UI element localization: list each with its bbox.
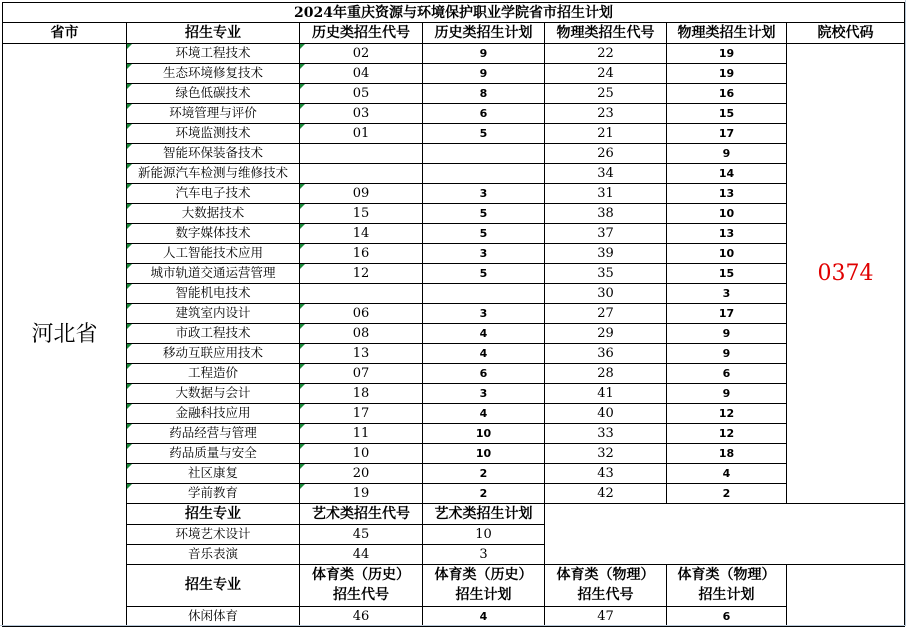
sports-major-cell: 休闲体育 xyxy=(127,606,300,626)
phys-code-cell: 40 xyxy=(545,404,667,424)
hist-code-cell: 16 xyxy=(300,244,423,264)
table-row xyxy=(3,204,905,224)
phys-plan-cell: 15 xyxy=(667,264,787,284)
hist-plan-cell: 4 xyxy=(423,324,545,344)
table-row xyxy=(3,164,905,184)
hist-plan-cell: 6 xyxy=(423,364,545,384)
table-row xyxy=(3,44,905,64)
phys-code-cell: 23 xyxy=(545,104,667,124)
hist-code-cell: 04 xyxy=(300,64,423,84)
table-title: 2024年重庆资源与环境保护职业学院省市招生计划 xyxy=(3,3,905,23)
phys-plan-cell: 3 xyxy=(667,284,787,304)
hist-plan-cell: 6 xyxy=(423,104,545,124)
major-cell: 生态环境修复技术 xyxy=(127,64,300,84)
hist-plan-cell: 8 xyxy=(423,84,545,104)
phys-plan-cell: 10 xyxy=(667,244,787,264)
phys-code-cell: 28 xyxy=(545,364,667,384)
header-phys-plan: 物理类招生计划 xyxy=(667,23,787,44)
sports-hist-plan-cell: 4 xyxy=(423,606,545,626)
hist-code-cell: 12 xyxy=(300,264,423,284)
hist-code-cell: 15 xyxy=(300,204,423,224)
table-row xyxy=(3,64,905,84)
phys-plan-cell: 9 xyxy=(667,324,787,344)
phys-code-cell: 25 xyxy=(545,84,667,104)
hist-plan-cell: 9 xyxy=(423,44,545,64)
major-cell: 智能机电技术 xyxy=(127,284,300,304)
phys-code-cell: 26 xyxy=(545,144,667,164)
phys-plan-cell: 12 xyxy=(667,424,787,444)
major-cell: 汽车电子技术 xyxy=(127,184,300,204)
spreadsheet xyxy=(2,2,904,624)
hist-plan-cell xyxy=(423,284,545,304)
header-hist-code: 历史类招生代号 xyxy=(300,23,423,44)
hist-code-cell: 05 xyxy=(300,84,423,104)
major-cell: 药品经营与管理 xyxy=(127,424,300,444)
table-row xyxy=(3,404,905,424)
hist-code-cell: 20 xyxy=(300,464,423,484)
art-plan-cell: 3 xyxy=(423,545,545,565)
major-cell: 智能环保装备技术 xyxy=(127,144,300,164)
sports-header-major: 招生专业 xyxy=(127,565,300,607)
major-cell: 金融科技应用 xyxy=(127,404,300,424)
hist-code-cell: 03 xyxy=(300,104,423,124)
art-major-cell: 环境艺术设计 xyxy=(127,525,300,545)
table-row xyxy=(3,84,905,104)
art-major-cell: 音乐表演 xyxy=(127,545,300,565)
major-cell: 市政工程技术 xyxy=(127,324,300,344)
phys-plan-cell: 13 xyxy=(667,224,787,244)
phys-code-cell: 38 xyxy=(545,204,667,224)
table-row xyxy=(3,464,905,484)
art-header-row xyxy=(3,504,905,525)
phys-plan-cell: 12 xyxy=(667,404,787,424)
sports-header-hist-code: 体育类（历史） 招生代号 xyxy=(300,565,423,607)
header-major: 招生专业 xyxy=(127,23,300,44)
header-row xyxy=(3,23,905,44)
major-cell: 新能源汽车检测与维修技术 xyxy=(127,164,300,184)
table-row xyxy=(3,344,905,364)
phys-code-cell: 42 xyxy=(545,484,667,504)
province-cell: 河北省 xyxy=(3,44,127,627)
art-header-plan: 艺术类招生计划 xyxy=(423,504,545,525)
phys-plan-cell: 2 xyxy=(667,484,787,504)
hist-plan-cell: 3 xyxy=(423,384,545,404)
phys-code-cell: 35 xyxy=(545,264,667,284)
major-cell: 人工智能技术应用 xyxy=(127,244,300,264)
phys-code-cell: 27 xyxy=(545,304,667,324)
sports-blank xyxy=(787,565,905,627)
phys-plan-cell: 10 xyxy=(667,204,787,224)
hist-code-cell: 14 xyxy=(300,224,423,244)
hist-plan-cell: 4 xyxy=(423,344,545,364)
major-cell: 大数据与会计 xyxy=(127,384,300,404)
table-row xyxy=(3,244,905,264)
table-row xyxy=(3,284,905,304)
phys-plan-cell: 17 xyxy=(667,124,787,144)
table-row xyxy=(3,444,905,464)
hist-plan-cell: 3 xyxy=(423,184,545,204)
phys-code-cell: 24 xyxy=(545,64,667,84)
phys-plan-cell: 4 xyxy=(667,464,787,484)
art-code-cell: 45 xyxy=(300,525,423,545)
hist-code-cell: 07 xyxy=(300,364,423,384)
sports-header-phys-code: 体育类（物理） 招生代号 xyxy=(545,565,667,607)
phys-plan-cell: 17 xyxy=(667,304,787,324)
major-cell: 移动互联应用技术 xyxy=(127,344,300,364)
hist-code-cell: 08 xyxy=(300,324,423,344)
phys-plan-cell: 6 xyxy=(667,364,787,384)
hist-code-cell: 09 xyxy=(300,184,423,204)
hist-code-cell: 17 xyxy=(300,404,423,424)
hist-code-cell: 11 xyxy=(300,424,423,444)
phys-code-cell: 29 xyxy=(545,324,667,344)
major-cell: 环境工程技术 xyxy=(127,44,300,64)
sports-header-phys-plan: 体育类（物理） 招生计划 xyxy=(667,565,787,607)
major-cell: 数字媒体技术 xyxy=(127,224,300,244)
phys-plan-cell: 16 xyxy=(667,84,787,104)
hist-plan-cell: 9 xyxy=(423,64,545,84)
phys-code-cell: 34 xyxy=(545,164,667,184)
phys-code-cell: 36 xyxy=(545,344,667,364)
phys-plan-cell: 19 xyxy=(667,44,787,64)
major-cell: 药品质量与安全 xyxy=(127,444,300,464)
hist-code-cell: 06 xyxy=(300,304,423,324)
sports-header-hist-plan: 体育类（历史） 招生计划 xyxy=(423,565,545,607)
hist-plan-cell: 10 xyxy=(423,424,545,444)
hist-plan-cell xyxy=(423,164,545,184)
major-cell: 学前教育 xyxy=(127,484,300,504)
major-cell: 建筑室内设计 xyxy=(127,304,300,324)
table-row xyxy=(3,104,905,124)
sports-hist-code-cell: 46 xyxy=(300,606,423,626)
hist-code-cell xyxy=(300,284,423,304)
header-province: 省市 xyxy=(3,23,127,44)
phys-plan-cell: 13 xyxy=(667,184,787,204)
hist-code-cell: 01 xyxy=(300,124,423,144)
table-row xyxy=(3,124,905,144)
table-row xyxy=(3,364,905,384)
phys-code-cell: 41 xyxy=(545,384,667,404)
phys-code-cell: 43 xyxy=(545,464,667,484)
hist-plan-cell: 5 xyxy=(423,124,545,144)
admission-plan-table xyxy=(2,2,905,627)
header-phys-code: 物理类招生代号 xyxy=(545,23,667,44)
phys-plan-cell: 14 xyxy=(667,164,787,184)
header-hist-plan: 历史类招生计划 xyxy=(423,23,545,44)
header-school-code: 院校代码 xyxy=(787,23,905,44)
phys-plan-cell: 9 xyxy=(667,344,787,364)
sports-row xyxy=(3,606,905,626)
table-row xyxy=(3,424,905,444)
phys-plan-cell: 18 xyxy=(667,444,787,464)
phys-plan-cell: 15 xyxy=(667,104,787,124)
hist-plan-cell: 4 xyxy=(423,404,545,424)
phys-code-cell: 39 xyxy=(545,244,667,264)
sports-phys-code-cell: 47 xyxy=(545,606,667,626)
blank-area xyxy=(545,504,905,565)
table-row xyxy=(3,184,905,204)
hist-plan-cell: 5 xyxy=(423,264,545,284)
hist-code-cell: 18 xyxy=(300,384,423,404)
major-cell: 绿色低碳技术 xyxy=(127,84,300,104)
table-row xyxy=(3,144,905,164)
table-row xyxy=(3,224,905,244)
phys-code-cell: 37 xyxy=(545,224,667,244)
art-code-cell: 44 xyxy=(300,545,423,565)
hist-code-cell: 13 xyxy=(300,344,423,364)
phys-code-cell: 31 xyxy=(545,184,667,204)
hist-plan-cell: 5 xyxy=(423,224,545,244)
hist-code-cell: 10 xyxy=(300,444,423,464)
hist-code-cell: 02 xyxy=(300,44,423,64)
hist-code-cell: 19 xyxy=(300,484,423,504)
hist-plan-cell: 3 xyxy=(423,244,545,264)
major-cell: 大数据技术 xyxy=(127,204,300,224)
phys-code-cell: 21 xyxy=(545,124,667,144)
table-row xyxy=(3,324,905,344)
hist-code-cell xyxy=(300,144,423,164)
hist-plan-cell: 10 xyxy=(423,444,545,464)
hist-plan-cell: 3 xyxy=(423,304,545,324)
major-cell: 工程造价 xyxy=(127,364,300,384)
school-code-cell: 0374 xyxy=(787,44,905,504)
phys-code-cell: 22 xyxy=(545,44,667,64)
table-row xyxy=(3,264,905,284)
hist-plan-cell xyxy=(423,144,545,164)
phys-plan-cell: 19 xyxy=(667,64,787,84)
phys-plan-cell: 9 xyxy=(667,144,787,164)
art-header-major: 招生专业 xyxy=(127,504,300,525)
hist-code-cell xyxy=(300,164,423,184)
sports-header-row xyxy=(3,565,905,607)
sports-phys-plan-cell: 6 xyxy=(667,606,787,626)
hist-plan-cell: 2 xyxy=(423,464,545,484)
phys-code-cell: 32 xyxy=(545,444,667,464)
phys-plan-cell: 9 xyxy=(667,384,787,404)
art-plan-cell: 10 xyxy=(423,525,545,545)
phys-code-cell: 33 xyxy=(545,424,667,444)
major-cell: 环境监测技术 xyxy=(127,124,300,144)
phys-code-cell: 30 xyxy=(545,284,667,304)
table-row xyxy=(3,484,905,504)
art-header-code: 艺术类招生代号 xyxy=(300,504,423,525)
hist-plan-cell: 5 xyxy=(423,204,545,224)
major-cell: 社区康复 xyxy=(127,464,300,484)
hist-plan-cell: 2 xyxy=(423,484,545,504)
table-row xyxy=(3,384,905,404)
table-row xyxy=(3,304,905,324)
major-cell: 环境管理与评价 xyxy=(127,104,300,124)
major-cell: 城市轨道交通运营管理 xyxy=(127,264,300,284)
